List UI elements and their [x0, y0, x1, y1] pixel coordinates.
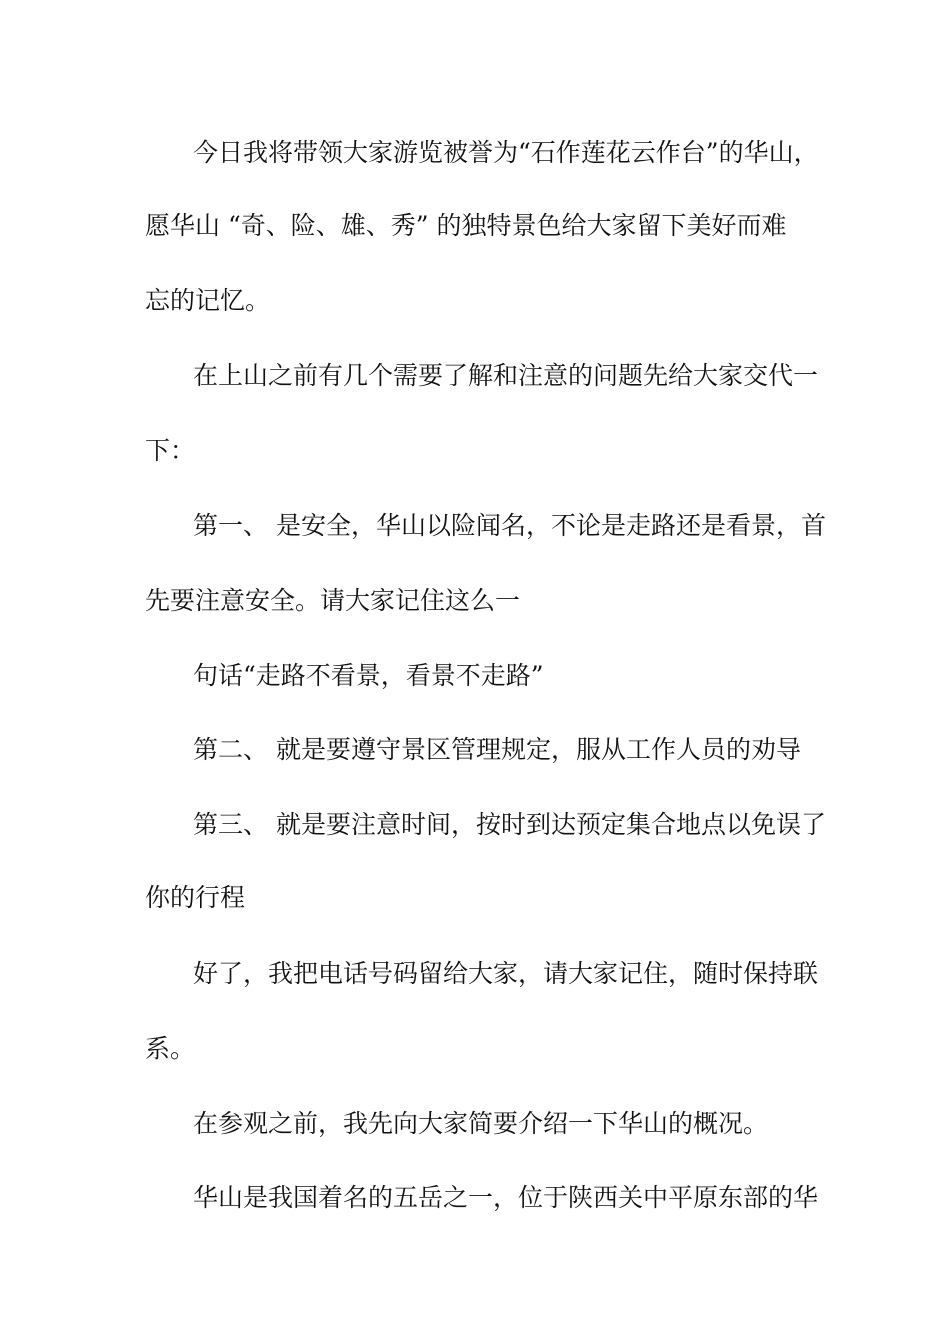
text-line: 在参观之前，我先向大家简要介绍一下华山的概况。: [193, 1109, 769, 1138]
text-line: 你的行程: [145, 883, 246, 912]
text-line: 忘的记忆。: [145, 286, 271, 315]
text-line: 第一、 是安全，华山以险闻名，不论是走路还是看景，首: [193, 511, 826, 540]
text-line: 好了，我把电话号码留给大家，请大家记住，随时保持联: [193, 959, 819, 988]
text-line: 第三、 就是要注意时间，按时到达预定集合地点以免误了: [193, 810, 826, 839]
text-line: 在上山之前有几个需要了解和注意的问题先给大家交代一: [193, 361, 819, 390]
text-line: 下：: [145, 436, 196, 465]
text-line: 第二、 就是要遵守景区管理规定，服从工作人员的劝导: [193, 735, 801, 764]
text-line: 华山是我国着名的五岳之一，位于陕西关中平原东部的华: [193, 1183, 819, 1212]
text-line: 句话“走路不看景，看景不走路”: [193, 661, 544, 690]
text-line: 先要注意安全。请大家记住这么一: [145, 586, 521, 615]
text-line: 系。: [145, 1034, 196, 1063]
text-line: 今日我将带领大家游览被誉为“石作莲花云作台”的华山，: [193, 138, 819, 167]
text-line: 愿华山 “奇、险、雄、秀” 的独特景色给大家留下美好而难: [145, 211, 787, 240]
